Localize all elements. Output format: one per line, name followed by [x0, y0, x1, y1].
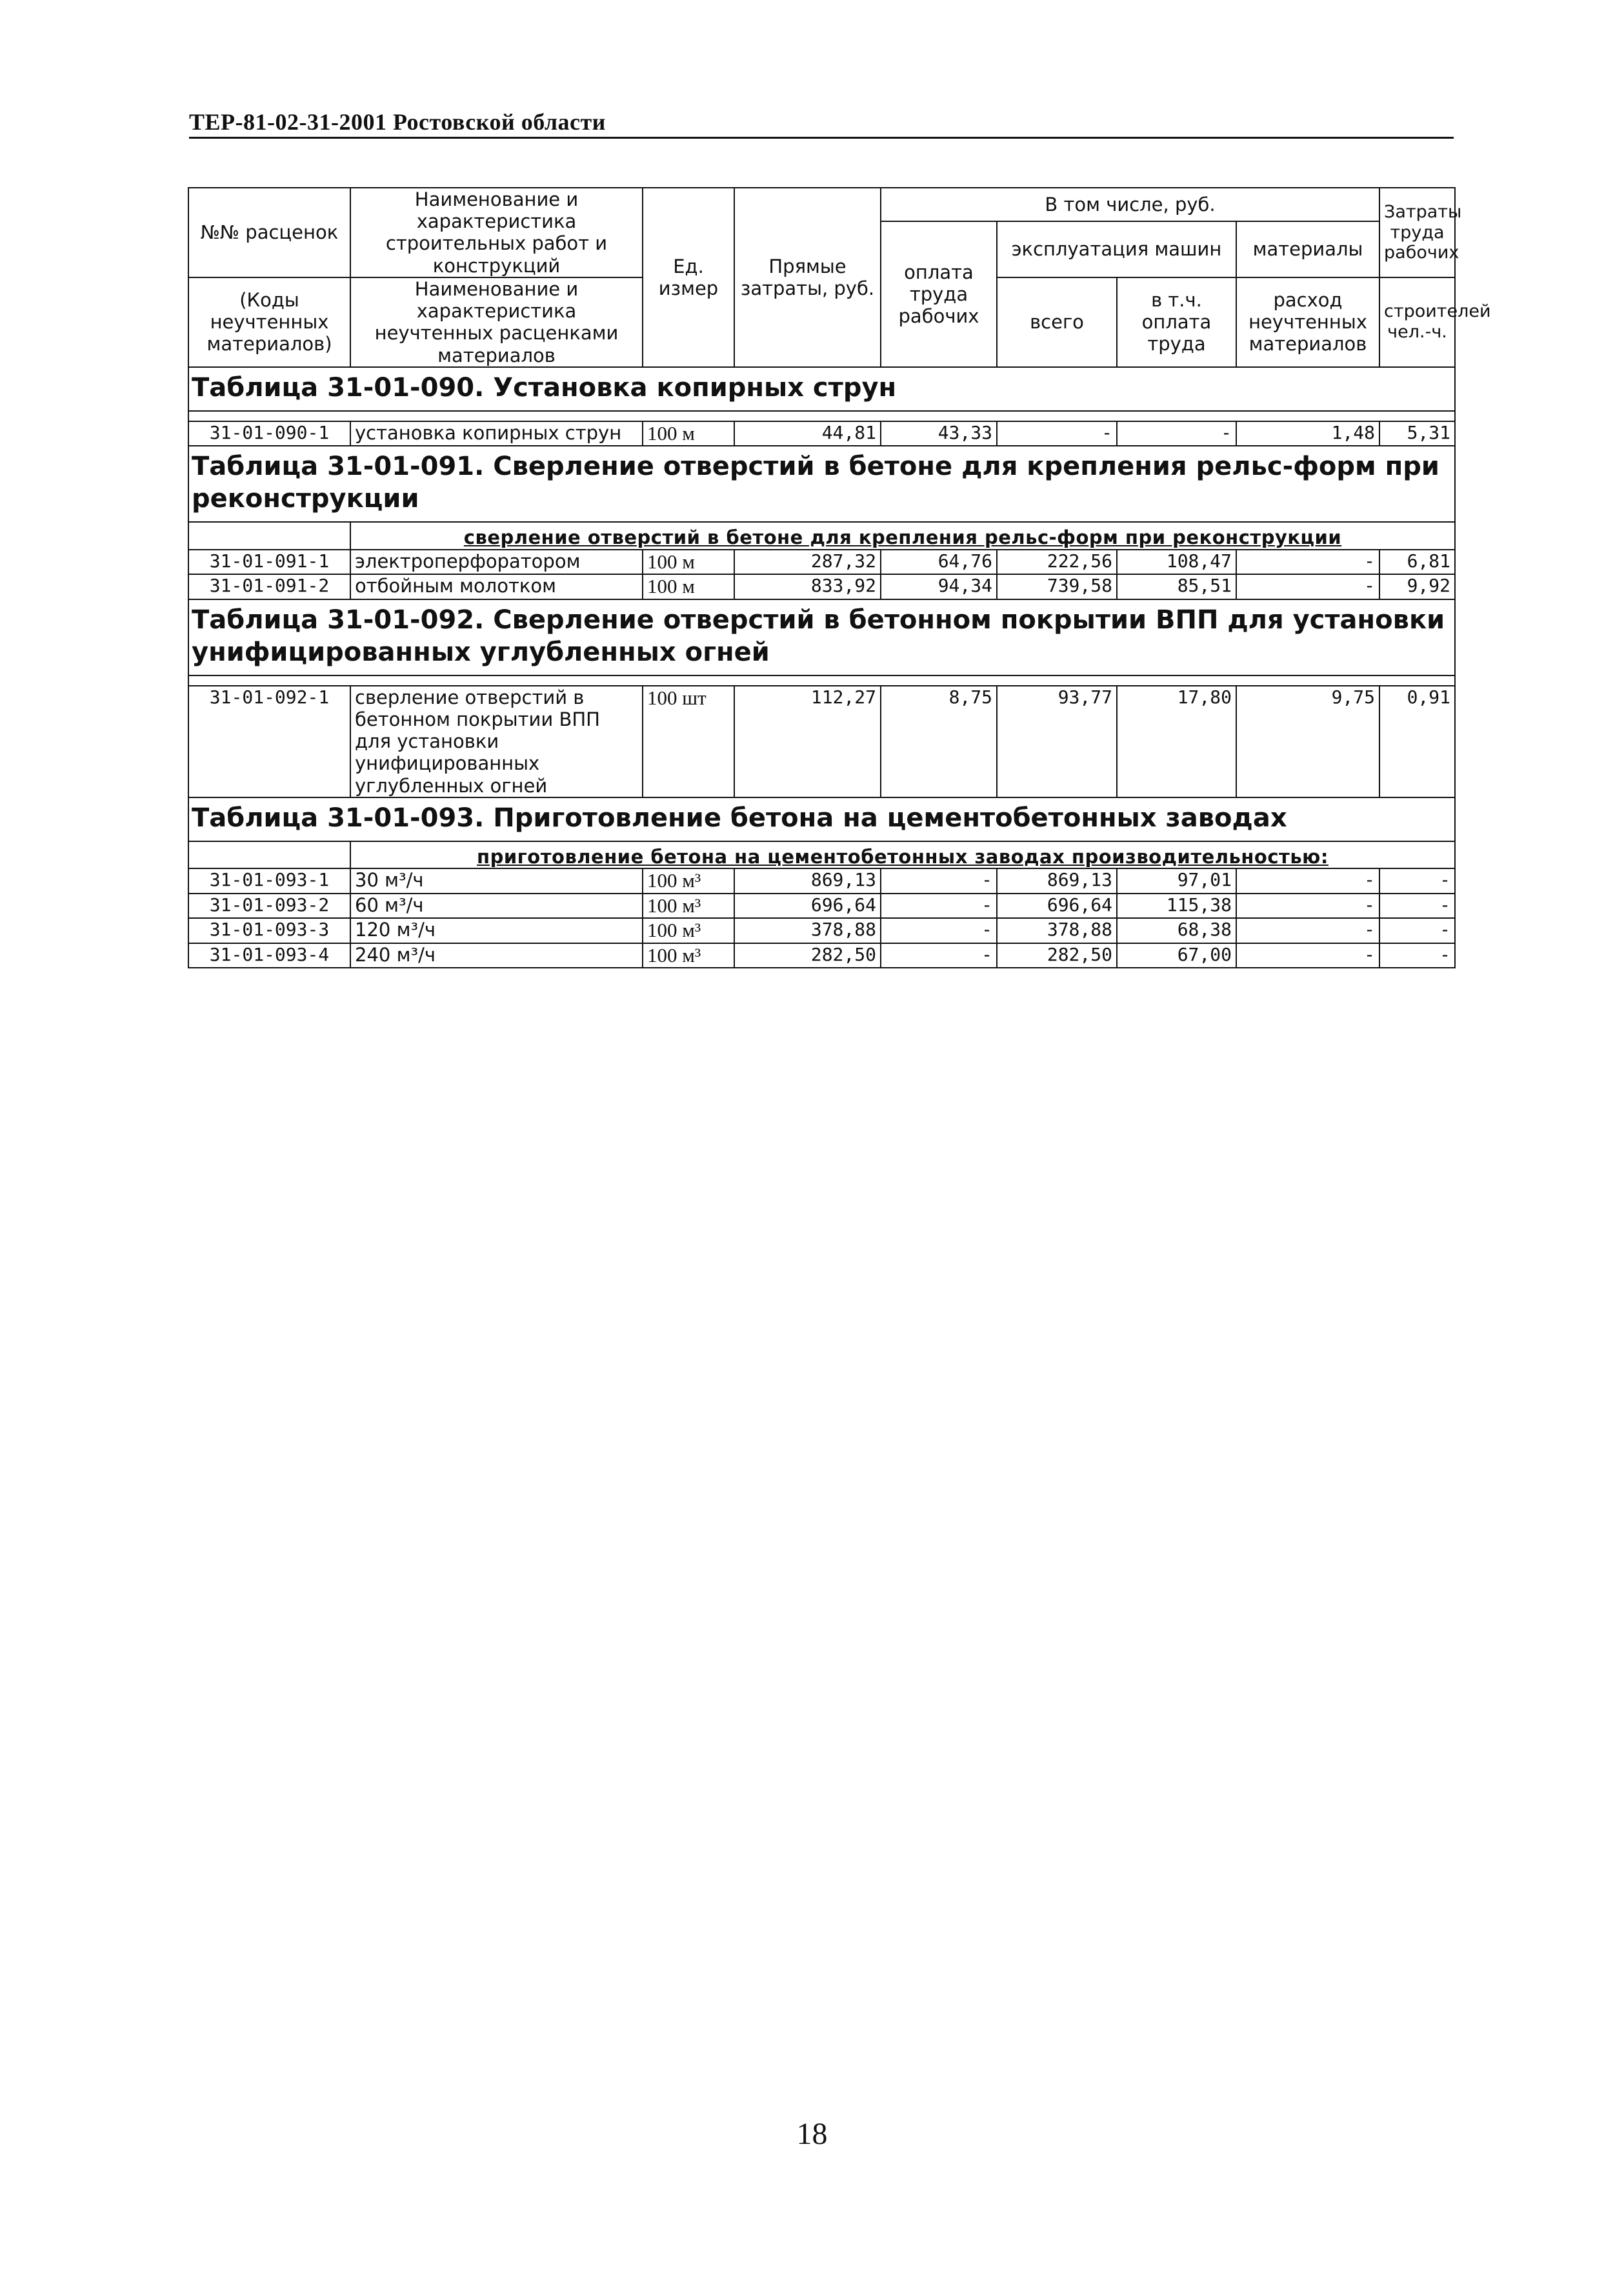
rate-unit: 100 м [643, 550, 734, 575]
rate-labor-costs: 0,91 [1379, 686, 1455, 797]
rate-code: 31-01-091-1 [188, 550, 350, 575]
rate-labor-pay: 43,33 [881, 421, 997, 446]
rate-unit: 100 м [643, 421, 734, 446]
table-row [188, 868, 1455, 894]
rate-machines-total: - [997, 421, 1117, 446]
rate-machines-labor: 68,38 [1117, 918, 1236, 943]
table-row [188, 918, 1455, 943]
rates-table [188, 187, 1491, 968]
header-row-1 [188, 188, 1455, 221]
col-labor-costs-unit-header: строителей чел.-ч. [1379, 277, 1455, 367]
rate-labor-pay: - [881, 894, 997, 919]
table-title-row [188, 797, 1455, 841]
rate-machines-total: 378,88 [997, 918, 1117, 943]
spacer-row [188, 411, 1455, 421]
rate-name: отбойным молотком [350, 574, 643, 599]
rate-code: 31-01-090-1 [188, 421, 350, 446]
rate-labor-pay: 64,76 [881, 550, 997, 575]
col-materials-unaccounted-header: расход неучтенных материалов [1236, 277, 1379, 367]
rate-direct-cost: 44,81 [734, 421, 881, 446]
rate-machines-total: 282,50 [997, 943, 1117, 968]
rate-labor-pay: - [881, 868, 997, 894]
rate-name: 30 м³/ч [350, 868, 643, 894]
rate-labor-pay: - [881, 918, 997, 943]
col-machines-labor-header: в т.ч. оплата труда [1117, 277, 1236, 367]
col-labor-costs-header: Затраты труда рабочих [1379, 188, 1455, 277]
rate-labor-pay: 8,75 [881, 686, 997, 797]
subheading-code-cell [188, 841, 350, 868]
spacer-cell [188, 411, 1455, 421]
table-title: Таблица 31-01-091. Сверление отверстий в бетоне для крепления рельс-форм при реконструкции [188, 446, 1455, 522]
rate-machines-labor: 108,47 [1117, 550, 1236, 575]
rate-direct-cost: 378,88 [734, 918, 881, 943]
rate-labor-pay: - [881, 943, 997, 968]
rate-name: сверление отверстий в бетонном покрытии ВПП для установки унифицированных углубленных огней [350, 686, 643, 797]
table-row [188, 421, 1455, 446]
rate-labor-costs: - [1379, 868, 1455, 894]
rate-code: 31-01-093-1 [188, 868, 350, 894]
table-title: Таблица 31-01-092. Сверление отверстий в бетонном покрытии ВПП для установки унифицированных углубленных огней [188, 599, 1455, 675]
rate-labor-costs: - [1379, 894, 1455, 919]
rate-code: 31-01-093-2 [188, 894, 350, 919]
table-title: Таблица 31-01-090. Установка копирных струн [188, 367, 1455, 411]
table-subheading: приготовление бетона на цементобетонных заводах производительностью: [350, 841, 1455, 868]
col-name-header: Наименование и характеристика строительных работ и конструкций [350, 188, 643, 277]
rate-machines-labor: 67,00 [1117, 943, 1236, 968]
rate-materials: - [1236, 943, 1379, 968]
rate-direct-cost: 869,13 [734, 868, 881, 894]
rate-code: 31-01-091-2 [188, 574, 350, 599]
spacer-row [188, 675, 1455, 686]
rate-materials: - [1236, 574, 1379, 599]
subheading-row [188, 841, 1455, 868]
col-name-alt-header: Наименование и характеристика неучтенных расценками материалов [350, 277, 643, 367]
rate-unit: 100 м³ [643, 868, 734, 894]
rate-machines-labor: 97,01 [1117, 868, 1236, 894]
rate-machines-total: 869,13 [997, 868, 1117, 894]
col-direct-header: Прямые затраты, руб. [734, 188, 881, 367]
col-machines-header: эксплуатация машин [997, 221, 1236, 277]
rate-unit: 100 м³ [643, 894, 734, 919]
table-row [188, 943, 1455, 968]
rate-unit: 100 шт [643, 686, 734, 797]
rate-materials: - [1236, 868, 1379, 894]
table-title-row [188, 367, 1455, 411]
rate-name: 240 м³/ч [350, 943, 643, 968]
rate-materials: - [1236, 894, 1379, 919]
rate-machines-total: 696,64 [997, 894, 1117, 919]
rate-name: 120 м³/ч [350, 918, 643, 943]
rate-unit: 100 м³ [643, 918, 734, 943]
table-title-row [188, 446, 1455, 522]
rate-unit: 100 м [643, 574, 734, 599]
rate-direct-cost: 833,92 [734, 574, 881, 599]
page-number: 18 [796, 2117, 828, 2151]
rate-unit: 100 м³ [643, 943, 734, 968]
col-materials-header: материалы [1236, 221, 1379, 277]
table-title: Таблица 31-01-093. Приготовление бетона на цементобетонных заводах [188, 797, 1455, 841]
rate-labor-costs: 6,81 [1379, 550, 1455, 575]
table-row [188, 894, 1455, 919]
col-machines-total-header: всего [997, 277, 1117, 367]
rate-name: установка копирных струн [350, 421, 643, 446]
table-title-row [188, 599, 1455, 675]
table-row [188, 574, 1455, 599]
rate-code: 31-01-093-4 [188, 943, 350, 968]
col-code-header: №№ расценок [188, 188, 350, 277]
rate-labor-costs: - [1379, 918, 1455, 943]
rate-machines-total: 739,58 [997, 574, 1117, 599]
rate-materials: 1,48 [1236, 421, 1379, 446]
spacer-cell [188, 675, 1455, 686]
rate-code: 31-01-092-1 [188, 686, 350, 797]
table-row [188, 550, 1455, 575]
rate-materials: 9,75 [1236, 686, 1379, 797]
col-labor-pay-header: оплата труда рабочих [881, 221, 997, 367]
rate-machines-labor: 115,38 [1117, 894, 1236, 919]
rate-name: 60 м³/ч [350, 894, 643, 919]
rate-direct-cost: 287,32 [734, 550, 881, 575]
rate-machines-labor: - [1117, 421, 1236, 446]
rate-direct-cost: 112,27 [734, 686, 881, 797]
rate-direct-cost: 696,64 [734, 894, 881, 919]
running-header: ТЕР-81-02-31-2001 Ростовской области [189, 108, 1454, 139]
rate-materials: - [1236, 550, 1379, 575]
rate-machines-total: 93,77 [997, 686, 1117, 797]
rate-labor-pay: 94,34 [881, 574, 997, 599]
rate-machines-total: 222,56 [997, 550, 1117, 575]
rate-labor-costs: 5,31 [1379, 421, 1455, 446]
subheading-row [188, 522, 1455, 549]
rate-machines-labor: 17,80 [1117, 686, 1236, 797]
rate-name: электроперфоратором [350, 550, 643, 575]
table-subheading: сверление отверстий в бетоне для крепления рельс-форм при реконструкции [350, 522, 1455, 549]
rate-labor-costs: - [1379, 943, 1455, 968]
col-incl-header: В том числе, руб. [881, 188, 1379, 221]
rate-machines-labor: 85,51 [1117, 574, 1236, 599]
rate-code: 31-01-093-3 [188, 918, 350, 943]
table-row [188, 686, 1455, 797]
subheading-code-cell [188, 522, 350, 549]
col-code-alt-header: (Коды неучтенных материалов) [188, 277, 350, 367]
col-unit-header: Ед. измер [643, 188, 734, 367]
rate-direct-cost: 282,50 [734, 943, 881, 968]
rate-materials: - [1236, 918, 1379, 943]
rate-labor-costs: 9,92 [1379, 574, 1455, 599]
